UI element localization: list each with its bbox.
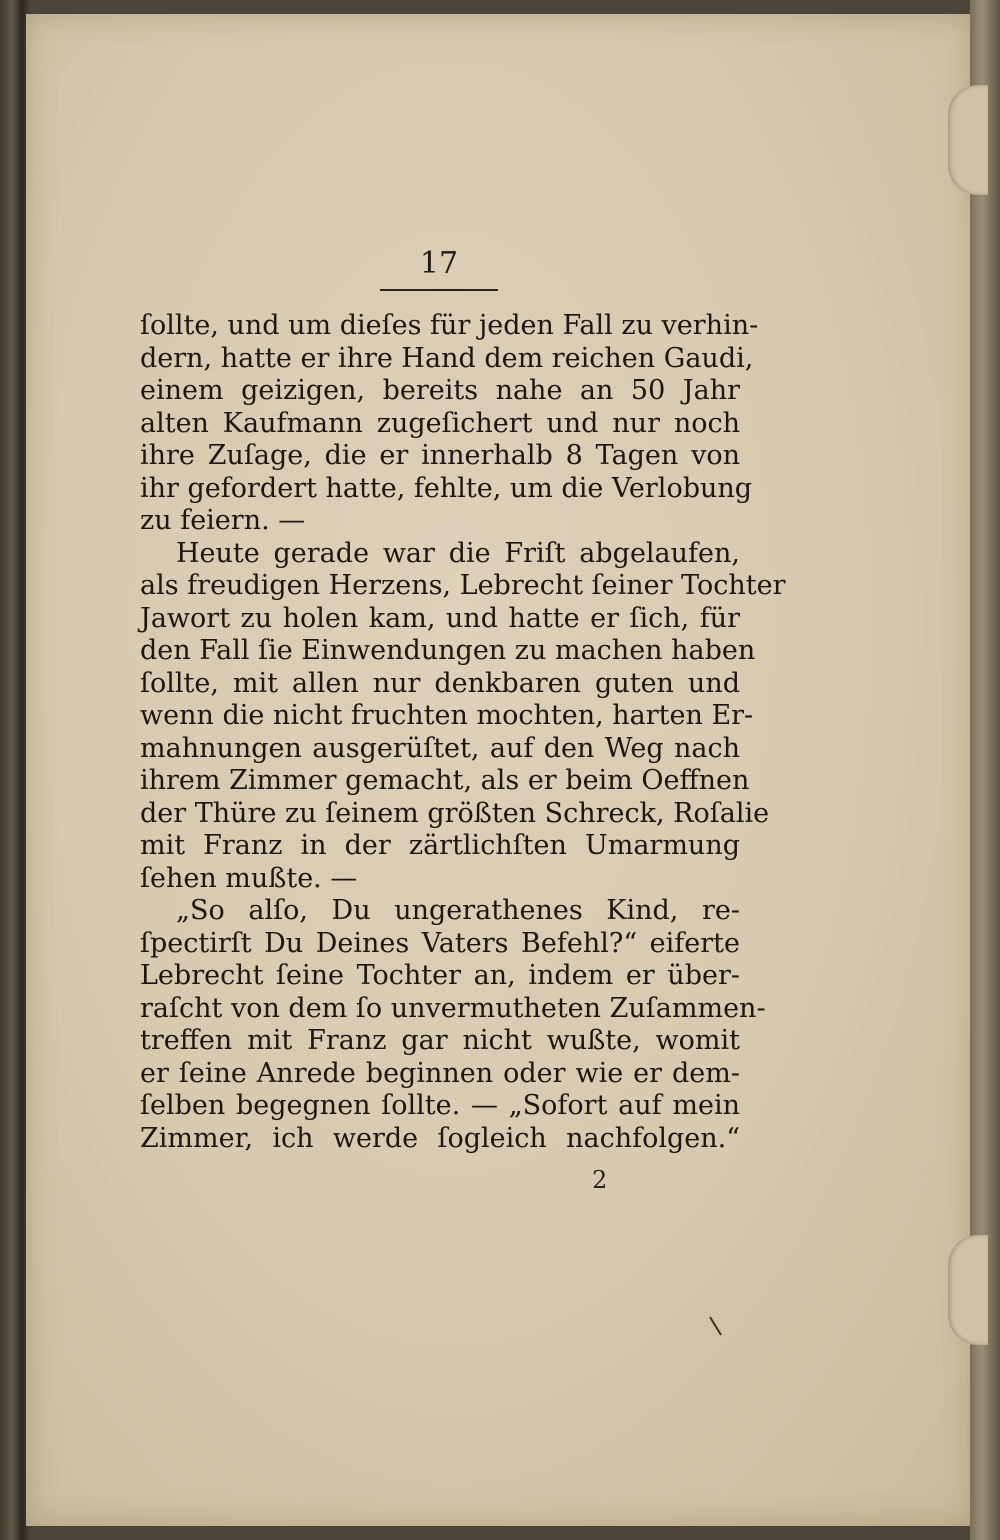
- text-line: Lebrecht ſeine Tochter an, indem er über-: [140, 960, 740, 991]
- text-line: treffen mit Franz gar nicht wußte, womit: [140, 1025, 740, 1056]
- text-line: mahnungen ausgerüſtet, auf den Weg nach: [140, 732, 740, 764]
- text-line: wenn die nicht fruchten mochten, harten Er-: [140, 700, 754, 731]
- page-edge-tab-top: [948, 85, 988, 195]
- text-line: „So alſo, Du ungerathenes Kind, re-: [176, 895, 740, 926]
- text-line: alten Kaufmann zugeſichert und nur noch: [140, 407, 740, 439]
- text-line: als freudigen Herzens, Lebrecht ſeiner Tochter: [140, 570, 786, 601]
- text-line: ihrem Zimmer gemacht, als er beim Oeffnen: [140, 765, 750, 796]
- header-rule: [380, 289, 498, 291]
- text-line: ſehen mußte. —: [140, 862, 358, 894]
- text-line: ihr gefordert hatte, fehlte, um die Verlobung: [140, 472, 753, 504]
- text-line: Zimmer, ich werde ſogleich nachfolgen.“: [140, 1122, 740, 1154]
- text-line: ſollte, mit allen nur denkbaren guten und: [140, 667, 740, 699]
- signature-mark: 2: [592, 1166, 608, 1194]
- stray-ink-mark: [708, 1315, 724, 1337]
- text-line: dern, hatte er ihre Hand dem reichen Gaudi,: [140, 342, 754, 374]
- page-body-text: [140, 310, 786, 1155]
- text-line: ihre Zuſage, die er innerhalb 8 Tagen von: [140, 440, 740, 471]
- text-line: den Fall ſie Einwendungen zu machen haben: [140, 635, 756, 666]
- text-line: ſollte, und um dieſes für jeden Fall zu verhin-: [140, 310, 759, 341]
- text-line: mit Franz in der zärtlichſten Umarmung: [140, 830, 740, 861]
- text-line: zu feiern. —: [140, 505, 306, 536]
- text-line: er ſeine Anrede beginnen oder wie er dem-: [140, 1057, 740, 1089]
- text-line: Heute gerade war die Friſt abgelaufen,: [176, 537, 740, 569]
- page-number: 17: [419, 246, 459, 281]
- text-line: ſpectirſt Du Deines Vaters Befehl?“ eiferte: [140, 927, 740, 959]
- page-edge-tab-bottom: [948, 1235, 988, 1345]
- text-line: raſcht von dem ſo unvermutheten Zuſammen-: [140, 992, 766, 1024]
- text-line: der Thüre zu ſeinem größten Schreck, Roſalie: [140, 797, 770, 829]
- text-line: Jawort zu holen kam, und hatte er ſich, für: [140, 602, 740, 634]
- text-line: ſelben begegnen ſollte. — „Sofort auf mein: [140, 1090, 740, 1121]
- text-line: einem geizigen, bereits nahe an 50 Jahr: [140, 375, 740, 406]
